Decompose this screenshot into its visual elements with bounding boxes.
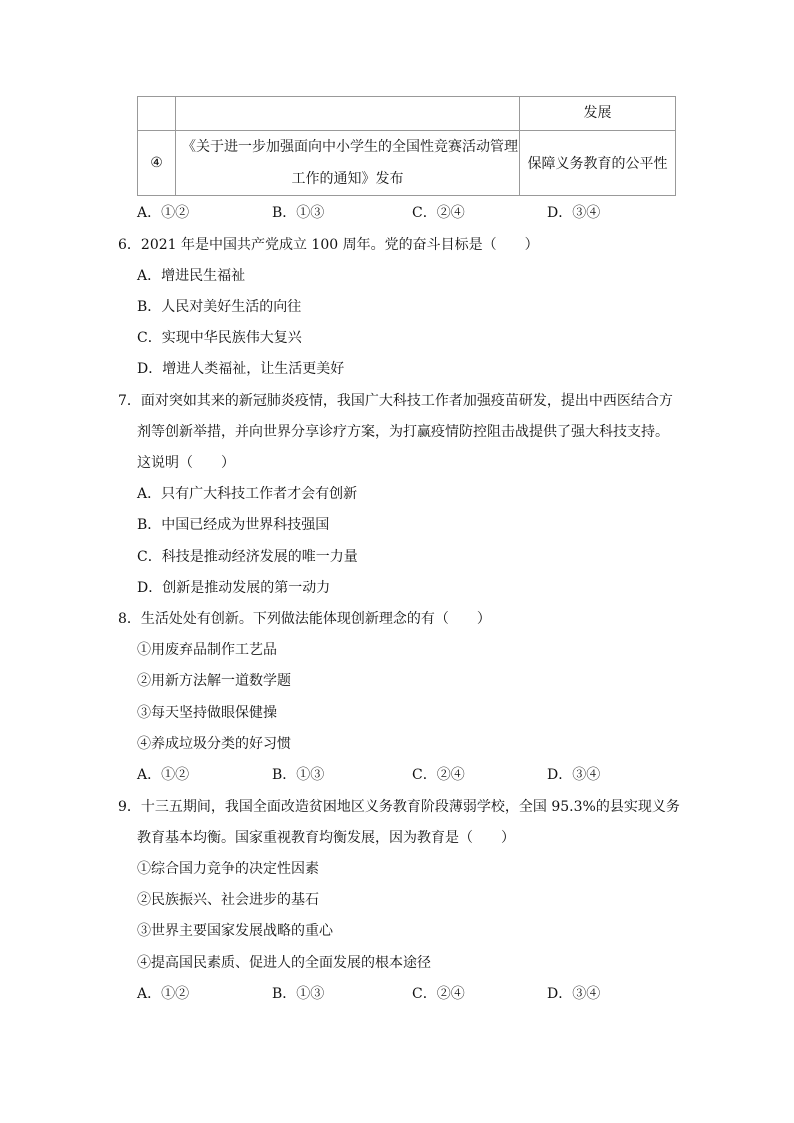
- q5-option-c[interactable]: C．②④: [412, 205, 465, 221]
- q7-stem-line3: 这说明（ ）: [137, 455, 235, 471]
- q6-stem: 6．2021 年是中国共产党成立 100 周年。党的奋斗目标是（ ）: [118, 237, 539, 253]
- q7-option-c[interactable]: C．科技是推动经济发展的唯一力量: [137, 549, 358, 565]
- q9-stem-line2: 教育基本均衡。国家重视教育均衡发展，因为教育是（ ）: [137, 830, 515, 846]
- q9-item-4: ④提高国民素质、促进人的全面发展的根本途径: [137, 955, 431, 971]
- q6-option-b[interactable]: B．人民对美好生活的向往: [137, 299, 302, 315]
- q9-stem-line1: 9．十三五期间，我国全面改造贫困地区义务教育阶段薄弱学校，全国 95.3%的县实现义务: [118, 799, 680, 815]
- table-cell-event: [176, 97, 520, 131]
- table-row: [138, 97, 676, 131]
- q5-option-b[interactable]: B．①③: [272, 205, 325, 221]
- q9-option-a[interactable]: A．①②: [137, 986, 190, 1002]
- q9-item-1: ①综合国力竞争的决定性因素: [137, 861, 319, 877]
- q9-item-2: ②民族振兴、社会进步的基石: [137, 892, 319, 908]
- q8-item-4: ④养成垃圾分类的好习惯: [137, 736, 291, 752]
- table-cell-significance: 发展: [520, 97, 676, 131]
- q9-option-b[interactable]: B．①③: [272, 986, 325, 1002]
- q9-item-3: ③世界主要国家发展战略的重心: [137, 923, 333, 939]
- table-row: [138, 131, 676, 196]
- q7-option-a[interactable]: A．只有广大科技工作者才会有创新: [137, 486, 358, 502]
- q9-option-c[interactable]: C．②④: [412, 986, 465, 1002]
- q6-option-a[interactable]: A．增进民生福祉: [137, 268, 246, 284]
- q5-option-d[interactable]: D．③④: [547, 205, 601, 221]
- q8-option-c[interactable]: C．②④: [412, 767, 465, 783]
- q8-option-a[interactable]: A．①②: [137, 767, 190, 783]
- table-cell-significance: 保障义务教育的公平性: [520, 131, 676, 196]
- q7-option-d[interactable]: D．创新是推动发展的第一动力: [137, 580, 331, 596]
- q7-option-b[interactable]: B．中国已经成为世界科技强国: [137, 517, 330, 533]
- q5-option-a[interactable]: A．①②: [137, 205, 190, 221]
- table-cell-num: ④: [138, 131, 176, 196]
- q6-option-d[interactable]: D．增进人类福祉，让生活更美好: [137, 361, 345, 377]
- table-cell-num: [138, 97, 176, 131]
- q8-item-3: ③每天坚持做眼保健操: [137, 705, 277, 721]
- q8-option-b[interactable]: B．①③: [272, 767, 325, 783]
- events-table: [137, 96, 676, 196]
- q7-stem-line2: 剂等创新举措，并向世界分享诊疗方案，为打赢疫情防控阻击战提供了强大科技支持。: [137, 424, 669, 440]
- q6-option-c[interactable]: C．实现中华民族伟大复兴: [137, 330, 302, 346]
- q8-stem: 8．生活处处有创新。下列做法能体现创新理念的有（ ）: [118, 611, 491, 627]
- table-cell-event: [176, 131, 520, 196]
- q7-stem-line1: 7．面对突如其来的新冠肺炎疫情，我国广大科技工作者加强疫苗研发，提出中西医结合方: [118, 393, 673, 409]
- q8-item-2: ②用新方法解一道数学题: [137, 673, 291, 689]
- event-text-line1: 《关于进一步加强面向中小学生的全国性竞赛活动管理: [182, 139, 518, 155]
- q8-item-1: ①用废弃品制作工艺品: [137, 642, 277, 658]
- q9-option-d[interactable]: D．③④: [547, 986, 601, 1002]
- q8-option-d[interactable]: D．③④: [547, 767, 601, 783]
- event-text-line2: 工作的通知》发布: [291, 171, 404, 187]
